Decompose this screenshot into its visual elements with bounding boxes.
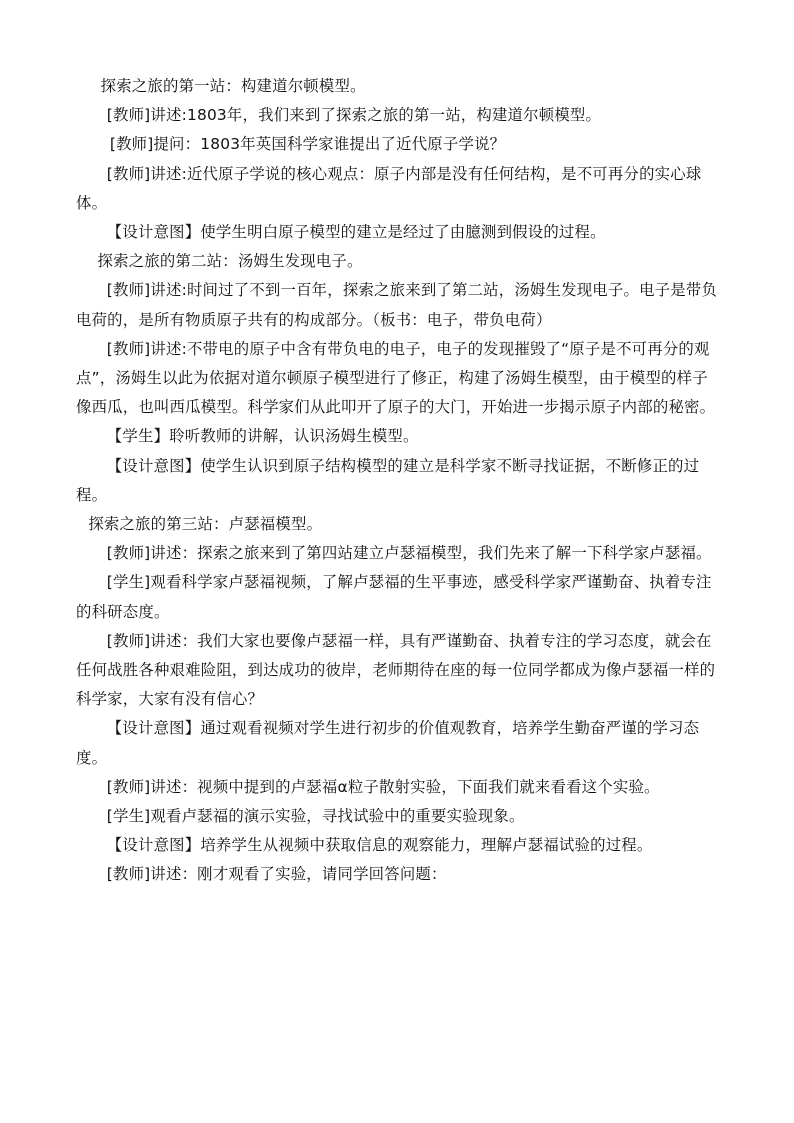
paragraph-design-intent: 【设计意图】通过观看视频对学生进行初步的价值观教育，培养学生勤奋严谨的学习态度。 bbox=[76, 719, 700, 767]
paragraph-teacher-narration: [教师]讲述：刚才观看了实验，请同学回答问题： bbox=[106, 865, 447, 884]
paragraph-design-intent: 【设计意图】培养学生从视频中获取信息的观察能力，理解卢瑟福试验的过程。 bbox=[106, 836, 653, 855]
paragraph-teacher-narration: [教师]讲述：视频中提到的卢瑟福α粒子散射实验，下面我们就来看看这个实验。 bbox=[106, 777, 660, 796]
paragraph-design-intent: 【设计意图】使学生认识到原子结构模型的建立是科学家不断寻找证据，不断修正的过程。 bbox=[76, 456, 700, 504]
paragraph-station-three-heading: 探索之旅的第三站：卢瑟福模型。 bbox=[88, 515, 323, 534]
paragraph-teacher-narration: [教师]讲述:时间过了不到一百年，探索之旅来到了第二站，汤姆生发现电子。电子是带负电荷的，是所有物质原子共有的构成部分。（板书：电子，带负电荷） bbox=[76, 281, 718, 329]
paragraph-student-activity: 【学生】聆听教师的讲解，认识汤姆生模型。 bbox=[106, 427, 419, 446]
document-body bbox=[76, 72, 718, 890]
paragraph-design-intent: 【设计意图】使学生明白原子模型的建立是经过了由臆测到假设的过程。 bbox=[106, 223, 606, 242]
paragraph-teacher-narration: [教师]讲述:不带电的原子中含有带负电的电子，电子的发现摧毁了“原子是不可再分的观点”，汤姆生以此为依据对道尔顿原子模型进行了修正，构建了汤姆生模型，由于模型的样子像西瓜，也叫西瓜模型。科学家们从此叩开了原子的大门，开始进一步揭示原子内部的秘密。 bbox=[76, 339, 716, 417]
paragraph-teacher-narration: [教师]讲述：我们大家也要像卢瑟福一样，具有严谨勤奋、执着专注的学习态度，就会在任何战胜各种艰难险阻，到达成功的彼岸，老师期待在座的每一位同学都成为像卢瑟福一样的科学家，大家有没有信心？ bbox=[76, 631, 716, 709]
paragraph-student-activity: [学生]观看科学家卢瑟福视频，了解卢瑟福的生平事迹，感受科学家严谨勤奋、执着专注的科研态度。 bbox=[76, 573, 712, 621]
paragraph-teacher-narration: [教师]讲述：探索之旅来到了第四站建立卢瑟福模型，我们先来了解一下科学家卢瑟福。 bbox=[106, 544, 712, 563]
paragraph-teacher-narration: [教师]讲述:近代原子学说的核心观点：原子内部是没有任何结构，是不可再分的实心球体。 bbox=[76, 164, 702, 212]
paragraph-teacher-narration: [教师]讲述:1803年，我们来到了探索之旅的第一站，构建道尔顿模型。 bbox=[106, 106, 602, 125]
paragraph-station-one-heading: 探索之旅的第一站：构建道尔顿模型。 bbox=[100, 77, 366, 95]
paragraph-student-activity: [学生]观看卢瑟福的演示实验，寻找试验中的重要实验现象。 bbox=[106, 807, 525, 826]
paragraph-teacher-question: [教师]提问：1803年英国科学家谁提出了近代原子学说？ bbox=[109, 135, 506, 154]
paragraph-station-two-heading: 探索之旅的第二站：汤姆生发现电子。 bbox=[97, 252, 363, 271]
